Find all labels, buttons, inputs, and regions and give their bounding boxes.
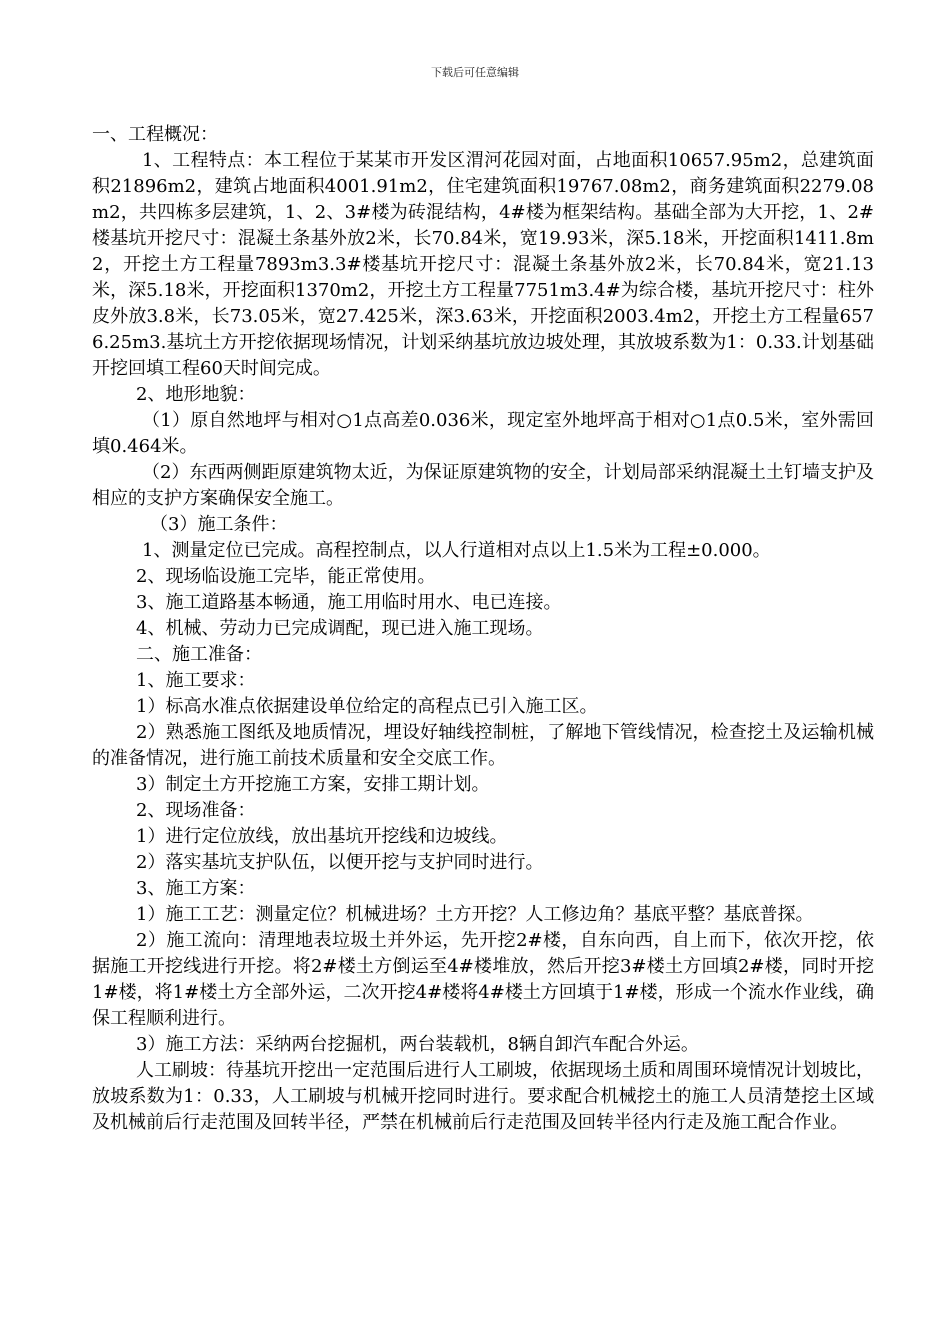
paragraph: 3）施工方法：采纳两台挖掘机，两台装载机，8辆自卸汽车配合外运。 bbox=[136, 1034, 699, 1055]
subsection-heading: 1、施工要求： bbox=[136, 670, 256, 691]
paragraph: 1、工程特点：本工程位于某某市开发区渭河花园对面，占地面积10657.95m2，总建筑面积21896m2，建筑占地面积4001.91m2，住宅建筑面积19767.08m2，商务建筑面积2279.08m2，共四栋多层建筑，1、2、3#楼为砖混结构，4#楼为框架结构。基础全部为大开挖，1、2#楼基坑开挖尺寸：混凝土条基外放2米，长70.84米，宽19.93米，深5.18米，开挖面积1411.8m2，开挖土方工程量7893m3.3#楼基坑开挖尺寸：混凝土条基外放2米，长70.84米，宽21.13米，深5.18米，开挖面积1370m2，开挖土方工程量7751m3.4#为综合楼，基坑开挖尺寸：柱外皮外放3.8米，长73.05米，宽27.425米，深3.63米，开挖面积2003.4m2，开挖土方工程量6576.25m3.基坑土方开挖依据现场情况，计划采纳基坑放边坡处理，其放坡系数为1：0.33.计划基础开挖回填工程60天时间完成。 bbox=[92, 150, 874, 379]
paragraph: 1）标高水准点依据建设单位给定的高程点已引入施工区。 bbox=[136, 696, 598, 717]
subsection-heading: 2、现场准备： bbox=[136, 800, 256, 821]
paragraph: 1）进行定位放线，放出基坑开挖线和边坡线。 bbox=[136, 826, 508, 847]
paragraph: （1）原自然地坪与相对○1点高差0.036米，现定室外地坪高于相对○1点0.5米，室外需回填0.464米。 bbox=[92, 410, 874, 457]
document-body bbox=[92, 122, 874, 1136]
paragraph: 3、施工道路基本畅通，施工用临时用水、电已连接。 bbox=[136, 592, 562, 613]
paragraph: 3）制定土方开挖施工方案，安排工期计划。 bbox=[136, 774, 490, 795]
paragraph: 1）施工工艺：测量定位？机械进场？土方开挖？人工修边角？基底平整？基底普探。 bbox=[136, 904, 814, 925]
paragraph: 2、现场临设施工完毕，能正常使用。 bbox=[136, 566, 436, 587]
paragraph: 人工刷坡：待基坑开挖出一定范围后进行人工刷坡，依据现场土质和周围环境情况计划坡比，放坡系数为1：0.33，人工刷坡与机械开挖同时进行。要求配合机械挖土的施工人员清楚挖土区域及机械前后行走范围及回转半径，严禁在机械前后行走范围及回转半径内行走及施工配合作业。 bbox=[92, 1060, 874, 1133]
paragraph: （2）东西两侧距原建筑物太近，为保证原建筑物的安全，计划局部采纳混凝土土钉墙支护及相应的支护方案确保安全施工。 bbox=[92, 462, 874, 509]
paragraph: 2）熟悉施工图纸及地质情况，埋设好轴线控制桩，了解地下管线情况，检查挖土及运输机械的准备情况，进行施工前技术质量和安全交底工作。 bbox=[92, 722, 874, 769]
section-heading: 一、工程概况： bbox=[92, 124, 218, 145]
paragraph: 2）落实基坑支护队伍，以便开挖与支护同时进行。 bbox=[136, 852, 544, 873]
subsection-heading: 3、施工方案： bbox=[136, 878, 256, 899]
section-heading: 二、施工准备： bbox=[136, 644, 262, 665]
download-note: 下载后可任意编辑 bbox=[431, 66, 519, 79]
subsection-heading: 2、地形地貌： bbox=[136, 384, 256, 405]
paragraph: 1、测量定位已完成。高程控制点，以人行道相对点以上1.5米为工程±0.000。 bbox=[142, 540, 771, 561]
paragraph: 4、机械、劳动力已完成调配，现已进入施工现场。 bbox=[136, 618, 544, 639]
subsection-heading: （3）施工条件： bbox=[150, 514, 288, 535]
paragraph: 2）施工流向：清理地表垃圾土并外运，先开挖2#楼，自东向西，自上而下，依次开挖，依据施工开挖线进行开挖。将2#楼土方倒运至4#楼堆放，然后开挖3#楼土方回填2#楼，同时开挖1#楼，将1#楼土方全部外运，二次开挖4#楼将4#楼土方回填于1#楼，形成一个流水作业线，确保工程顺利进行。 bbox=[92, 930, 874, 1029]
